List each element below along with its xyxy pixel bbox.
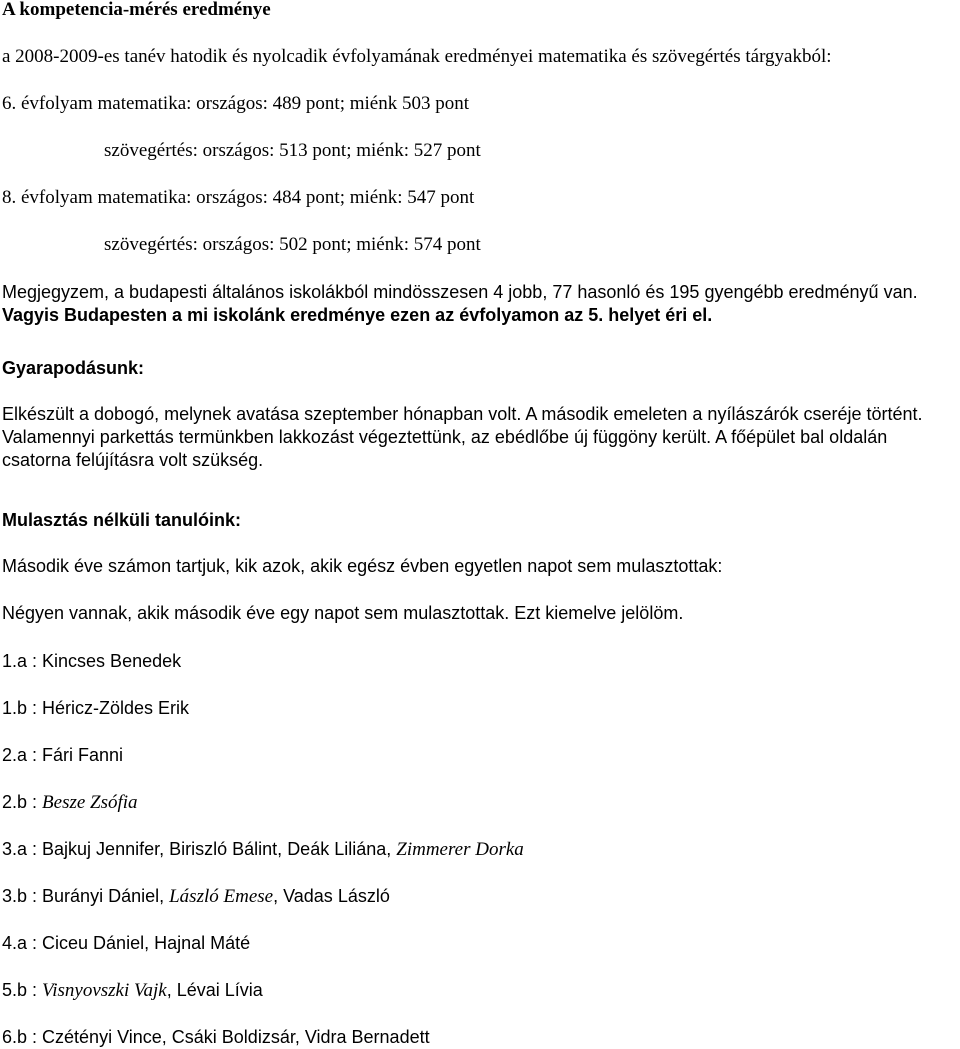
- class-row: [2, 1026, 430, 1049]
- grade6-reading-result: szövegértés: országos: 513 pont; miénk: 527 pont: [104, 140, 481, 161]
- attendance-heading: Mulasztás nélküli tanulóink:: [2, 510, 242, 530]
- class-label: 6.b :: [2, 1027, 43, 1047]
- student-name: Biriszló Bálint: [169, 839, 278, 859]
- class-label: 4.a :: [2, 933, 43, 953]
- class-label: 2.a :: [2, 745, 43, 765]
- student-name: Czétényi Vince: [42, 1027, 162, 1047]
- student-name: Héricz-Zöldes Erik: [42, 698, 190, 718]
- student-name-highlighted: Visnyovszki Vajk: [42, 980, 167, 1001]
- name-separator: ,: [294, 1027, 305, 1047]
- student-name: Deák Liliána: [287, 839, 387, 859]
- class-label: 1.a :: [2, 651, 43, 671]
- intro-text: a 2008-2009-es tanév hatodik és nyolcadik évfolyamának eredményei matematika és szövegértés tárgyakból:: [2, 46, 832, 67]
- name-separator: ,: [386, 839, 397, 859]
- student-name: Kincses Benedek: [42, 651, 182, 671]
- name-separator: ,: [144, 933, 155, 953]
- student-name: Burányi Dániel: [42, 886, 160, 906]
- class-row: [2, 791, 138, 814]
- student-name: Bajkuj Jennifer: [42, 839, 160, 859]
- class-label: 2.b :: [2, 792, 43, 812]
- student-name: Hajnal Máté: [154, 933, 251, 953]
- class-label: 5.b :: [2, 980, 43, 1000]
- ranking-note: [2, 281, 957, 327]
- grade6-math-result: 6. évfolyam matematika: országos: 489 pont; miénk 503 pont: [2, 93, 469, 114]
- class-row: [2, 979, 263, 1002]
- student-name: Csáki Boldizsár: [171, 1027, 295, 1047]
- grade8-reading-result: szövegértés: országos: 502 pont; miénk: 574 pont: [104, 234, 481, 255]
- name-separator: ,: [277, 839, 288, 859]
- class-row: [2, 932, 250, 955]
- name-separator: ,: [159, 886, 170, 906]
- student-name-highlighted: László Emese: [169, 886, 274, 907]
- name-separator: ,: [159, 839, 170, 859]
- name-separator: ,: [161, 1027, 172, 1047]
- class-row: [2, 744, 123, 767]
- ranking-note-highlight: Vagyis Budapesten a mi iskolánk eredménye ezen az évfolyamon az 5. helyet éri el.: [2, 305, 713, 325]
- gains-text: Elkészült a dobogó, melynek avatása szeptember hónapban volt. A második emeleten a nyílászárók cseréje történt. Valamennyi parkettás termünkben lakkozást végeztettünk, az ebédlőbe új függöny került. A főépület bal oldalán csatorna felújításra volt szükség.: [2, 404, 923, 470]
- class-row: [2, 885, 390, 908]
- student-name: Fári Fanni: [42, 745, 124, 765]
- student-name: Ciceu Dániel: [42, 933, 145, 953]
- ranking-note-text: Megjegyzem, a budapesti általános iskolákból mindösszesen 4 jobb, 77 hasonló és 195 gyengébb eredményű van.: [2, 282, 918, 302]
- class-label: 3.a :: [2, 839, 43, 859]
- class-row: [2, 838, 524, 861]
- name-separator: ,: [273, 886, 284, 906]
- class-row: [2, 697, 189, 720]
- page-title: A kompetencia-mérés eredménye: [2, 0, 271, 20]
- student-name-highlighted: Zimmerer Dorka: [396, 839, 524, 860]
- class-label: 3.b :: [2, 886, 43, 906]
- student-name: Lévai Lívia: [176, 980, 263, 1000]
- class-label: 1.b :: [2, 698, 43, 718]
- gains-heading: Gyarapodásunk:: [2, 358, 145, 378]
- attendance-intro: Második éve számon tartjuk, kik azok, akik egész évben egyetlen napot sem mulasztottak:: [2, 556, 723, 576]
- grade8-math-result: 8. évfolyam matematika: országos: 484 pont; miénk: 547 pont: [2, 187, 475, 208]
- name-separator: ,: [166, 980, 177, 1000]
- class-row: [2, 650, 181, 673]
- attendance-note: Négyen vannak, akik második éve egy napot sem mulasztottak. Ezt kiemelve jelölöm.: [2, 603, 684, 623]
- student-name: Vidra Bernadett: [304, 1027, 430, 1047]
- student-name-highlighted: Besze Zsófia: [42, 792, 138, 813]
- student-name: Vadas László: [283, 886, 390, 906]
